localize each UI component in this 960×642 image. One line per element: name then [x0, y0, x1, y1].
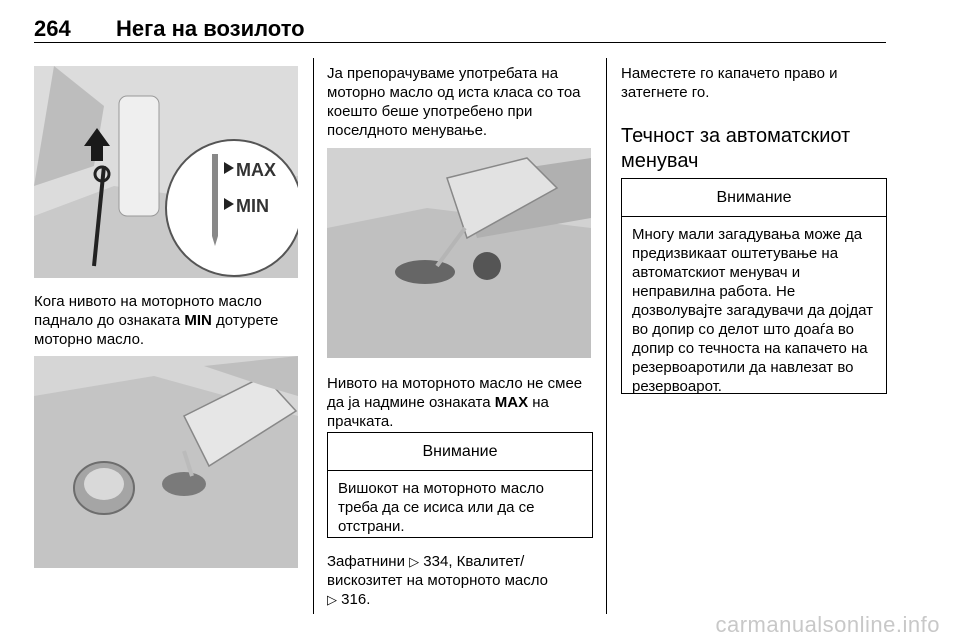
triangle-right-icon: ▷	[327, 592, 337, 607]
col2-reference: Зафатнини ▷ 334, Квалитет/ вискозитет на моторното масло ▷ 316.	[327, 553, 549, 608]
col2-paragraph-2: Нивото на моторното масло не смее да ја надмине ознаката MAX на прачката.	[327, 375, 583, 430]
oil-filling-illustration	[34, 356, 298, 568]
col1-paragraph: Кога нивото на моторното масло паднало до ознаката MIN дотурете моторно масло.	[34, 293, 279, 348]
section-heading-transmission-fluid: Течност за автоматскиот менувач	[621, 125, 851, 172]
warning-text: Вишокот на моторното масло треба да се исиса или да се отстрани.	[338, 480, 544, 535]
warning-text: Многу мали загадувања може да предизвикаат оштетување на автоматскиот менувач и неправилна работа. Не дозволувајте загадувачи да дојдат во допир со делот што доаѓа во допир со течноста на капачето на резервоаротили да навлезат во резервоарот.	[632, 226, 874, 395]
page-number: 264	[34, 16, 71, 41]
triangle-right-icon: ▷	[409, 554, 420, 569]
warning-title: Внимание	[622, 179, 886, 217]
warning-title: Внимание	[328, 433, 592, 471]
max-mark-label: MAX	[236, 160, 276, 180]
page-header	[34, 12, 886, 43]
column-divider	[606, 58, 607, 614]
min-mark-label: MIN	[236, 196, 269, 216]
col3-paragraph-1: Наместете го капачето право и затегнете го.	[621, 65, 838, 101]
dipstick-illustration	[34, 66, 298, 278]
watermark: carmanualsonline.info	[715, 612, 940, 637]
oil-pouring-illustration	[327, 148, 591, 358]
warning-box-excess-oil	[327, 432, 593, 538]
ref-link-capacities[interactable]: 334, Квалитет/	[419, 553, 525, 570]
col2-paragraph-1: Ја препорачуваме употребата на моторно масло од иста класа со тоа коешто беше употребено при поселдното менување.	[327, 65, 581, 139]
warning-box-contamination	[621, 178, 887, 394]
ref-link-oil-quality[interactable]: 316.	[337, 591, 371, 608]
column-divider	[313, 58, 314, 614]
section-title: Нега на возилото	[116, 16, 305, 41]
